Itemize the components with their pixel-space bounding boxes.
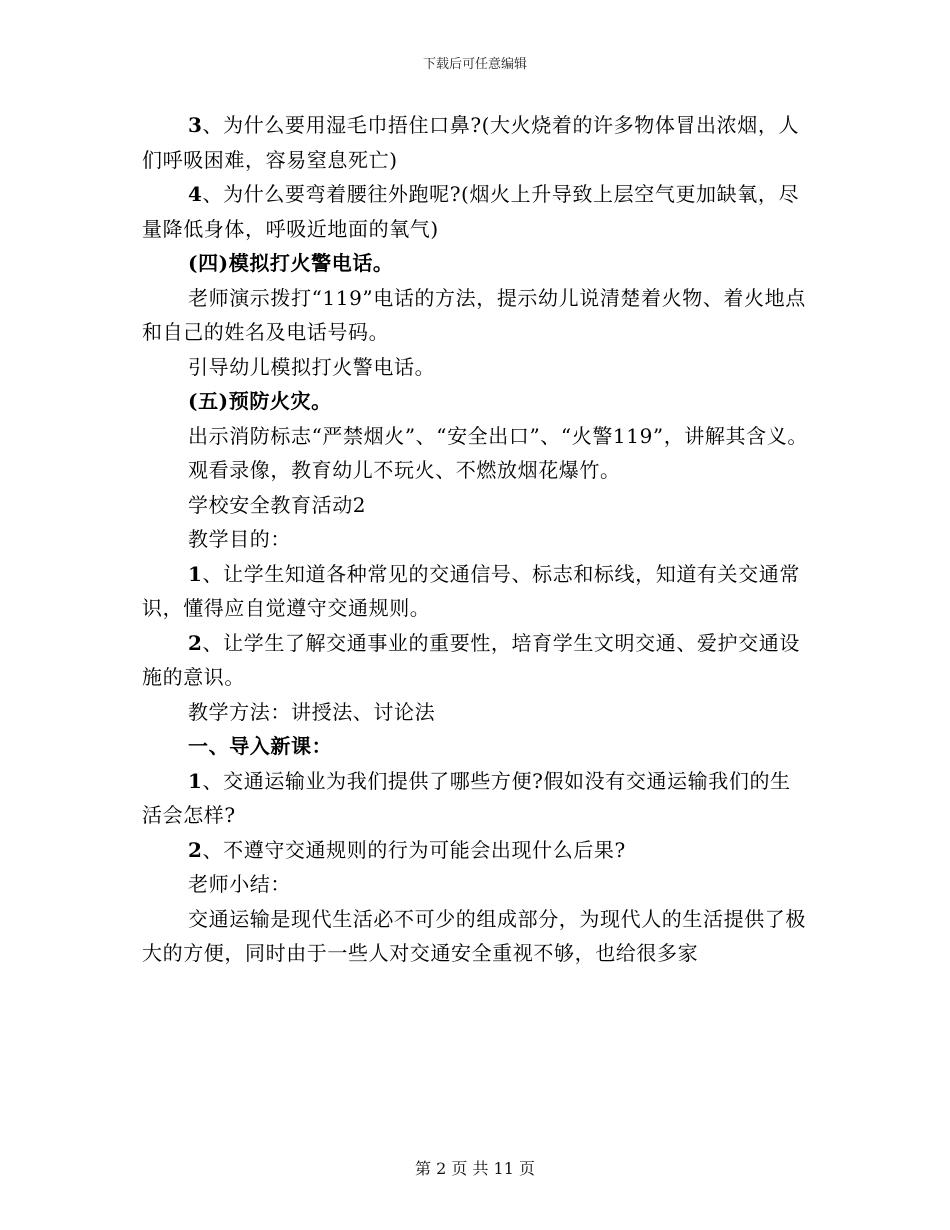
objective-paragraph: [142, 626, 810, 695]
paragraph-text: 、交通运输业为我们提供了哪些方便?假如没有交通运输我们的生活会怎样?: [142, 768, 791, 827]
section-heading: (五)预防火灾。: [188, 389, 332, 413]
item-number: 4: [188, 182, 203, 206]
question-paragraph: [142, 833, 810, 868]
paragraph-text: 、为什么要用湿毛巾捂住口鼻?(大火烧着的许多物体冒出浓烟，人们呼吸困难，容易窒息死亡): [142, 113, 800, 172]
question-paragraph: [142, 177, 810, 246]
item-number: 2: [188, 630, 203, 655]
section-heading: (四)模拟打火警电话。: [188, 251, 394, 275]
paragraph: 观看录像，教育幼儿不玩火、不燃放烟花爆竹。: [188, 458, 621, 482]
page-footer: 第 2 页 共 11 页: [415, 1159, 535, 1178]
paragraph: 老师小结：: [188, 872, 291, 896]
paragraph: 教学方法：讲授法、讨论法: [188, 699, 436, 724]
paragraph-text: 、让学生了解交通事业的重要性，培育学生文明交通、爱护交通设施的意识。: [142, 630, 800, 689]
question-paragraph: [142, 108, 810, 177]
section-heading: 一、导入新课：: [188, 734, 333, 758]
page-header: 下载后可任意编辑: [422, 57, 527, 72]
paragraph-text: 、让学生知道各种常见的交通信号、标志和标线，知道有关交通常识，懂得应自觉遵守交通规则。: [142, 561, 800, 620]
paragraph: 引导幼儿模拟打火警电话。: [188, 354, 436, 379]
paragraph: 老师演示拨打“119”电话的方法，提示幼儿说清楚着火物、着火地点和自己的姓名及电话号码。: [142, 285, 806, 344]
item-number: 1: [188, 561, 203, 586]
paragraph: 教学目的：: [188, 527, 291, 551]
paragraph: 出示消防标志“严禁烟火”、“安全出口”、“火警119”，讲解其含义。: [188, 423, 808, 448]
item-number: 3: [188, 113, 203, 137]
item-number: 2: [188, 837, 203, 862]
question-paragraph: [142, 764, 810, 833]
item-number: 1: [188, 768, 203, 793]
document-body: [142, 108, 810, 971]
paragraph: 交通运输是现代生活必不可少的组成部分，为现代人的生活提供了极大的方便，同时由于一些人对交通安全重视不够，也给很多家: [142, 906, 806, 965]
activity-title: 学校安全教育活动2: [188, 492, 367, 517]
objective-paragraph: [142, 557, 810, 626]
paragraph-text: 、不遵守交通规则的行为可能会出现什么后果?: [202, 837, 626, 862]
paragraph-text: 、为什么要弯着腰往外跑呢?(烟火上升导致上层空气更加缺氧，尽量降低身体，呼吸近地面的氧气): [142, 182, 800, 241]
